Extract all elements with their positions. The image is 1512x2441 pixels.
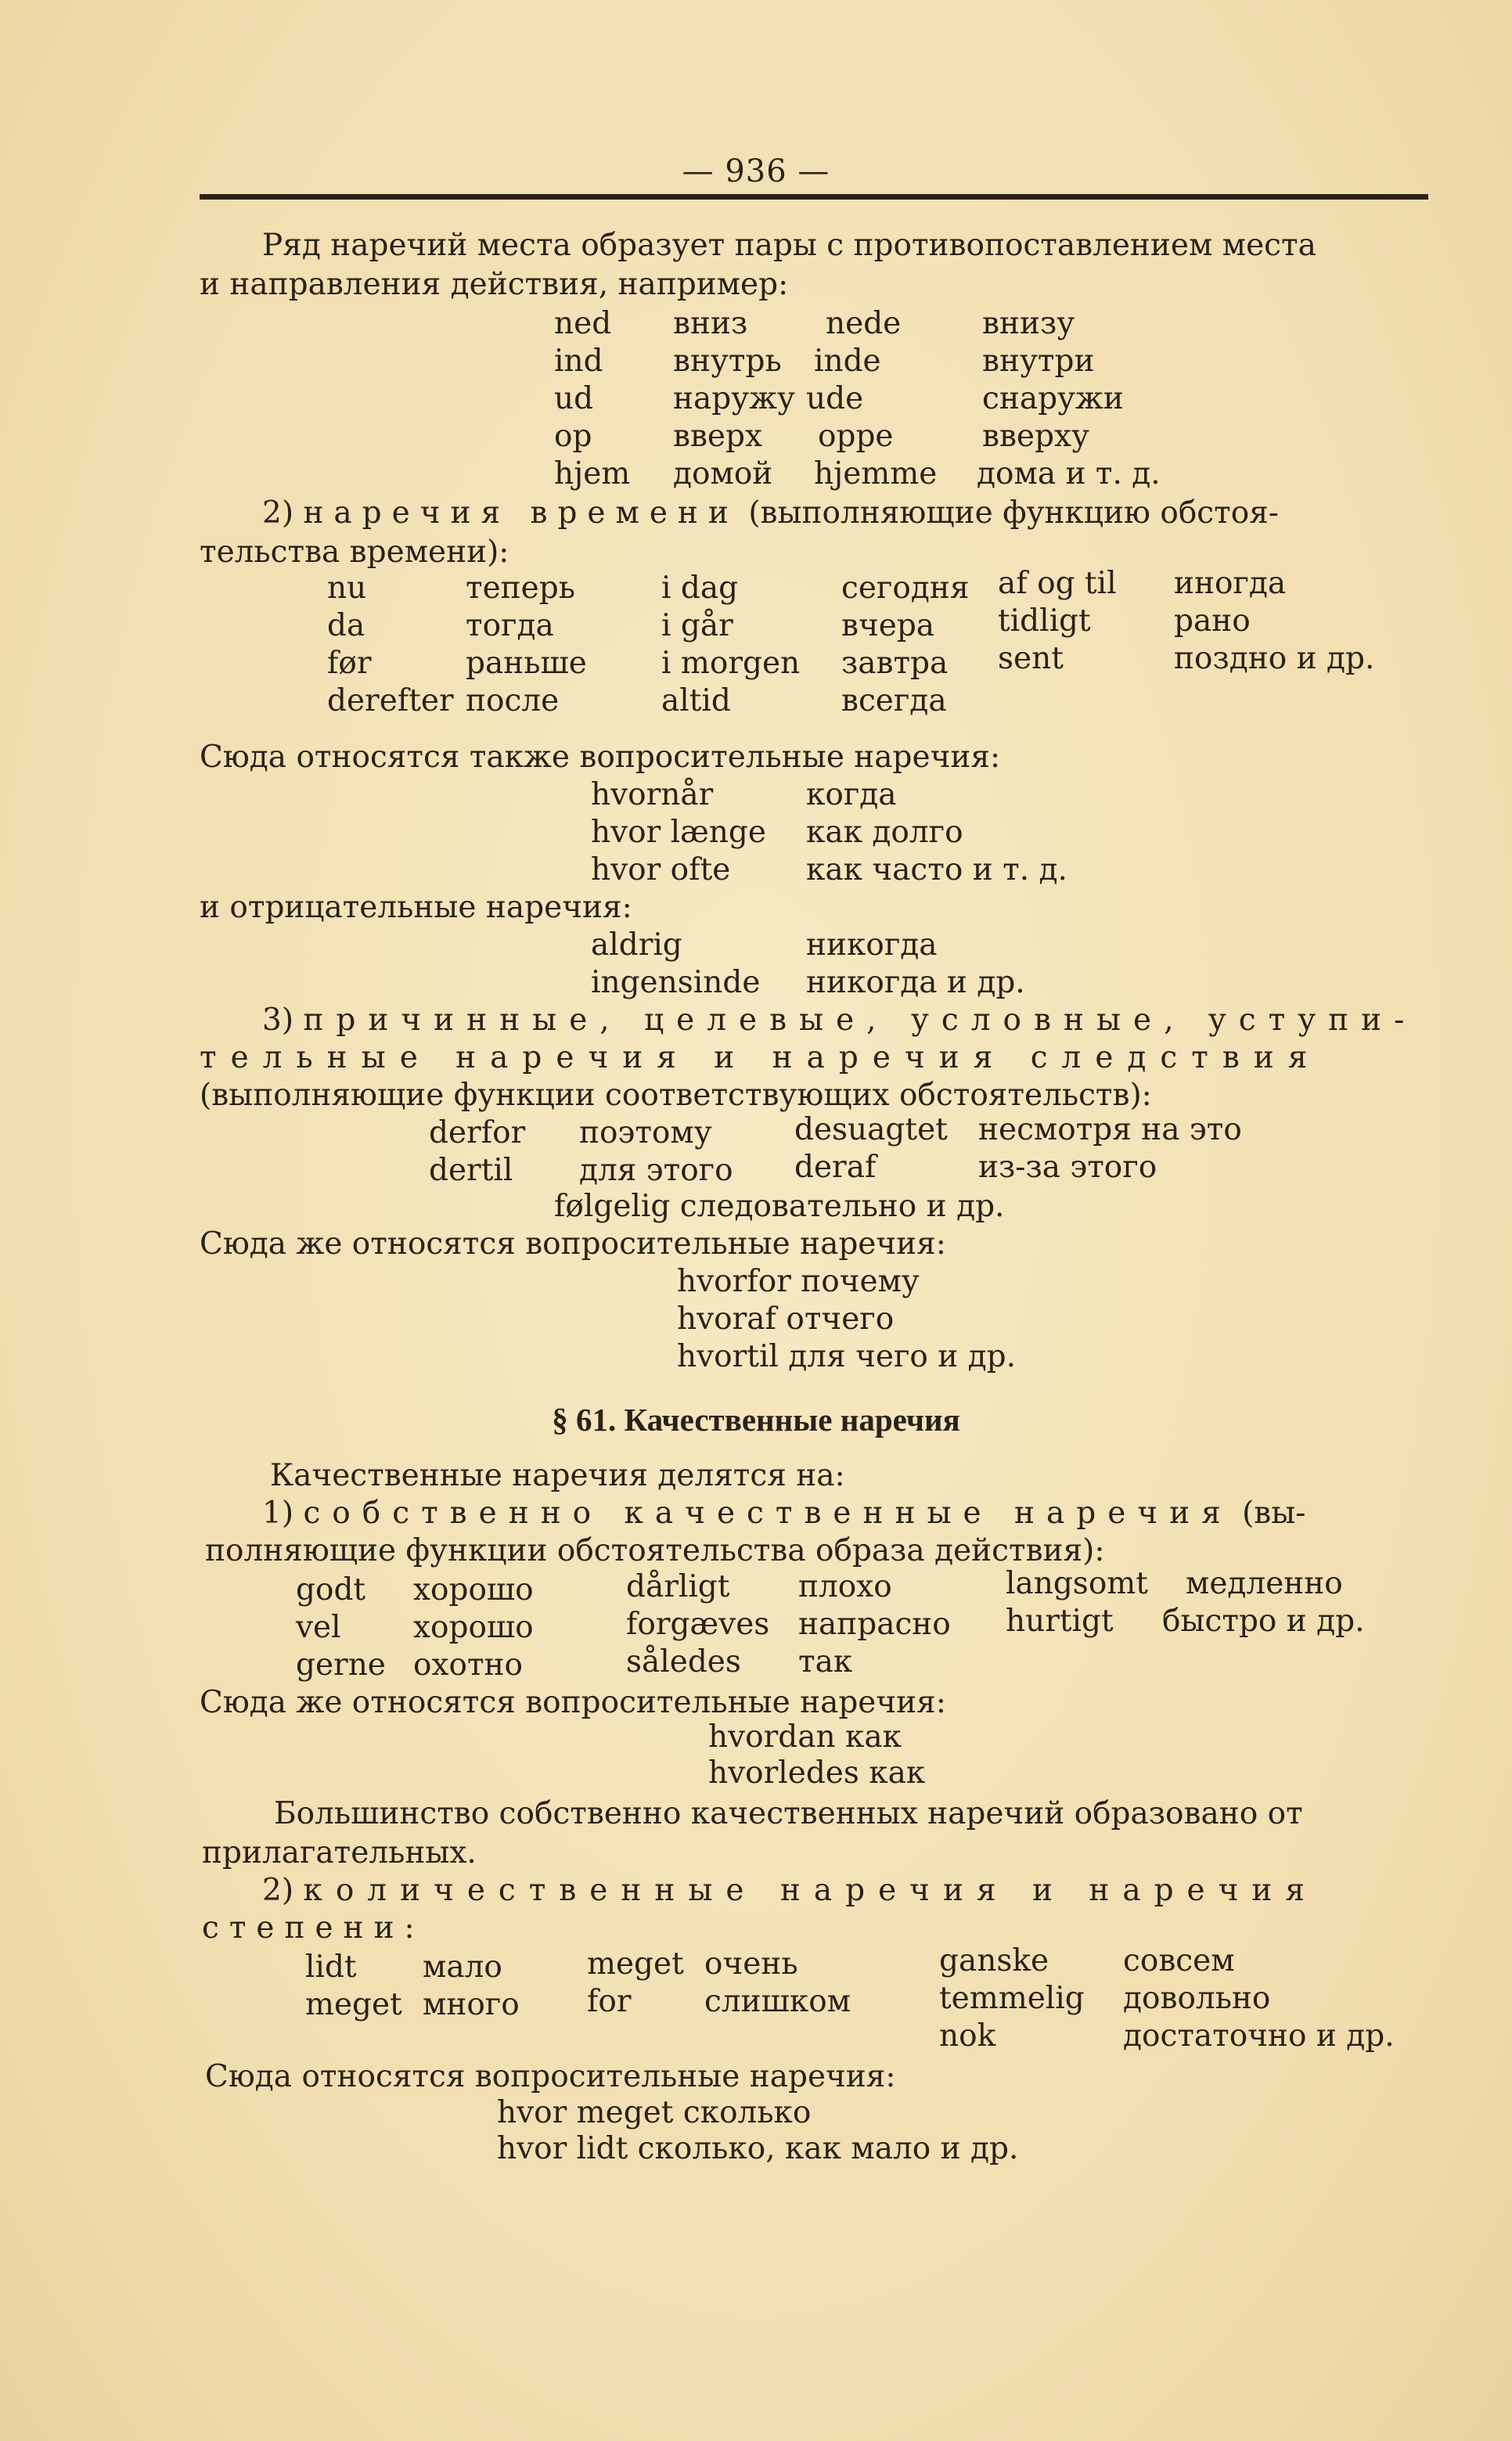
table-cell: deraf bbox=[794, 1150, 877, 1185]
table-cell: hjem bbox=[554, 456, 631, 491]
paragraph-line bbox=[262, 495, 1279, 532]
paragraph-line: и направления действия, например: bbox=[200, 267, 789, 302]
table-cell: совсем bbox=[1123, 1943, 1235, 1978]
table-cell: как часто и т. д. bbox=[806, 852, 1067, 887]
table-cell: когда bbox=[806, 777, 897, 812]
table-cell: вверху bbox=[982, 419, 1089, 454]
section-heading: § 61. Качественные наречия bbox=[552, 1402, 960, 1438]
table-cell: быстро и др. bbox=[1162, 1604, 1365, 1639]
table-cell: всегда bbox=[841, 683, 947, 718]
table-cell: i går bbox=[661, 608, 733, 643]
table-cell: ingensinde bbox=[591, 965, 761, 1000]
item-number: 2) bbox=[262, 495, 294, 531]
header-rule bbox=[200, 194, 1428, 200]
table-cell: так bbox=[798, 1644, 853, 1680]
table-cell: hvortil для чего и др. bbox=[677, 1339, 1017, 1374]
paragraph-line: (выполняющие функции соответствующих обстоятельств): bbox=[200, 1078, 1152, 1113]
table-cell: внизу bbox=[982, 306, 1075, 341]
table-cell: meget bbox=[587, 1946, 684, 1982]
table-cell: hvordan как bbox=[708, 1719, 902, 1755]
table-cell: i morgen bbox=[661, 646, 801, 681]
table-cell: вверх bbox=[673, 419, 762, 454]
table-cell: как долго bbox=[806, 815, 963, 850]
table-cell: достаточно и др. bbox=[1123, 2018, 1395, 2054]
table-cell: ude bbox=[806, 381, 864, 416]
paragraph-line: Качественные наречия делятся на: bbox=[270, 1458, 845, 1493]
table-cell: завтра bbox=[841, 646, 949, 681]
table-cell: vel bbox=[296, 1610, 341, 1645]
table-cell: слишком bbox=[704, 1984, 851, 2019]
table-cell: inde bbox=[814, 344, 881, 379]
table-cell: ned bbox=[554, 306, 612, 341]
paragraph-line: Сюда же относятся вопросительные наречия: bbox=[200, 1685, 946, 1720]
paragraph-line: Сюда же относятся вопросительные наречия: bbox=[200, 1226, 946, 1262]
paragraph-line bbox=[262, 1002, 1417, 1039]
page-number: — 936 — bbox=[682, 153, 830, 189]
table-cell: lidt bbox=[305, 1950, 357, 1985]
table-cell: hvor længe bbox=[591, 815, 766, 850]
table-cell: охотно bbox=[413, 1647, 524, 1683]
table-cell: внутри bbox=[982, 344, 1095, 379]
table-cell: вчера bbox=[841, 608, 935, 643]
paragraph-line: Большинство собственно качественных наречий образовано от bbox=[274, 1796, 1303, 1831]
table-cell: op bbox=[554, 419, 592, 454]
table-cell: иногда bbox=[1174, 566, 1287, 601]
table-cell: hvor meget сколько bbox=[497, 2095, 812, 2130]
term-description: (вы- bbox=[1242, 1496, 1306, 1531]
table-cell: hjemme bbox=[814, 456, 938, 491]
term-description: (выполняющие функцию обстоя- bbox=[748, 495, 1279, 531]
table-cell: дома и т. д. bbox=[977, 456, 1161, 491]
paragraph-line: Ряд наречий места образует пары с противопоставлением места bbox=[262, 228, 1316, 263]
table-cell: i dag bbox=[661, 571, 739, 606]
item-number: 2) bbox=[262, 1873, 294, 1908]
table-cell: før bbox=[327, 646, 372, 681]
table-cell: langsomt bbox=[1006, 1566, 1148, 1601]
spaced-term: тельные наречия и наречия следствия bbox=[200, 1040, 1322, 1075]
table-cell: много bbox=[423, 1987, 520, 2022]
table-cell: поздно и др. bbox=[1174, 641, 1375, 676]
table-cell: hvoraf отчего bbox=[677, 1302, 895, 1337]
table-cell: hvornår bbox=[591, 777, 714, 812]
table-cell: temmelig bbox=[939, 1981, 1085, 2016]
spaced-term: степени: bbox=[202, 1910, 425, 1946]
table-cell: altid bbox=[661, 683, 731, 718]
paragraph-line: тельства времени): bbox=[200, 535, 509, 570]
table-cell: oppe bbox=[818, 419, 894, 454]
table-cell: снаружи bbox=[982, 381, 1124, 416]
table-cell: раньше bbox=[466, 646, 587, 681]
table-cell: из-за этого bbox=[978, 1150, 1157, 1185]
table-cell: godt bbox=[296, 1572, 366, 1608]
table-cell: tidligt bbox=[998, 603, 1091, 639]
table-cell: nede bbox=[826, 306, 902, 341]
table-cell: gerne bbox=[296, 1647, 386, 1683]
table-cell: hurtigt bbox=[1006, 1604, 1114, 1639]
paragraph-line: и отрицательные наречия: bbox=[200, 890, 632, 925]
table-cell: sent bbox=[998, 641, 1064, 676]
item-number: 1) bbox=[262, 1496, 294, 1531]
table-cell: meget bbox=[305, 1987, 402, 2022]
table-cell: forgæves bbox=[626, 1607, 770, 1642]
table-cell: поэтому bbox=[579, 1115, 712, 1150]
paragraph-line: прилагательных. bbox=[202, 1835, 477, 1870]
spaced-term: собственно качественные наречия bbox=[303, 1496, 1233, 1531]
table-cell: ud bbox=[554, 381, 594, 416]
paragraph-line bbox=[262, 1495, 1305, 1532]
table-cell: никогда и др. bbox=[806, 965, 1025, 1000]
table-cell: вниз bbox=[673, 306, 748, 341]
spaced-term: наречия времени bbox=[303, 495, 739, 531]
table-cell: сегодня bbox=[841, 571, 970, 606]
table-cell: очень bbox=[704, 1946, 798, 1982]
table-cell: теперь bbox=[466, 571, 575, 606]
table-cell: således bbox=[626, 1644, 741, 1680]
table-cell: никогда bbox=[806, 927, 938, 963]
table-cell: derefter bbox=[327, 683, 454, 718]
table-cell: følgelig следовательно и др. bbox=[554, 1189, 1005, 1224]
table-cell: хорошо bbox=[413, 1572, 534, 1608]
table-cell: домой bbox=[673, 456, 773, 491]
table-cell: хорошо bbox=[413, 1610, 534, 1645]
table-cell: hvorledes как bbox=[708, 1755, 926, 1791]
table-cell: довольно bbox=[1123, 1981, 1271, 2016]
table-cell: aldrig bbox=[591, 927, 682, 963]
table-cell: da bbox=[327, 608, 365, 643]
table-cell: медленно bbox=[1186, 1566, 1343, 1601]
table-cell: nu bbox=[327, 571, 367, 606]
table-cell: рано bbox=[1174, 603, 1251, 639]
table-cell: ganske bbox=[939, 1943, 1049, 1978]
item-number: 3) bbox=[262, 1003, 294, 1038]
table-cell: тогда bbox=[466, 608, 554, 643]
table-cell: hvor lidt сколько, как мало и др. bbox=[497, 2131, 1019, 2166]
paragraph-line: Сюда относятся вопросительные наречия: bbox=[205, 2059, 896, 2094]
table-cell: dårligt bbox=[626, 1569, 730, 1604]
table-cell: ind bbox=[554, 344, 603, 379]
table-cell: после bbox=[466, 683, 560, 718]
table-cell: наружу bbox=[673, 381, 795, 416]
table-cell: dertil bbox=[429, 1153, 513, 1188]
table-cell: несмотря на это bbox=[978, 1112, 1242, 1147]
table-cell: derfor bbox=[429, 1115, 526, 1150]
table-cell: напрасно bbox=[798, 1607, 951, 1642]
table-cell: desuagtet bbox=[794, 1112, 948, 1147]
table-cell: внутрь bbox=[673, 344, 782, 379]
table-cell: для этого bbox=[579, 1153, 733, 1188]
paragraph-line: полняющие функции обстоятельства образа действия): bbox=[205, 1533, 1105, 1568]
paragraph-line bbox=[262, 1872, 1318, 1910]
table-cell: мало bbox=[423, 1950, 502, 1985]
spaced-term: причинные, целевые, условные, уступи- bbox=[303, 1003, 1417, 1038]
table-cell: hvor ofte bbox=[591, 852, 731, 887]
spaced-term: количественные наречия и наречия bbox=[303, 1873, 1319, 1908]
table-cell: af og til bbox=[998, 566, 1117, 601]
table-cell: for bbox=[587, 1984, 632, 2019]
table-cell: hvorfor почему bbox=[677, 1264, 920, 1299]
table-cell: плохо bbox=[798, 1569, 892, 1604]
paragraph-line: Сюда относятся также вопросительные наречия: bbox=[200, 740, 1001, 775]
table-cell: nok bbox=[939, 2018, 996, 2054]
